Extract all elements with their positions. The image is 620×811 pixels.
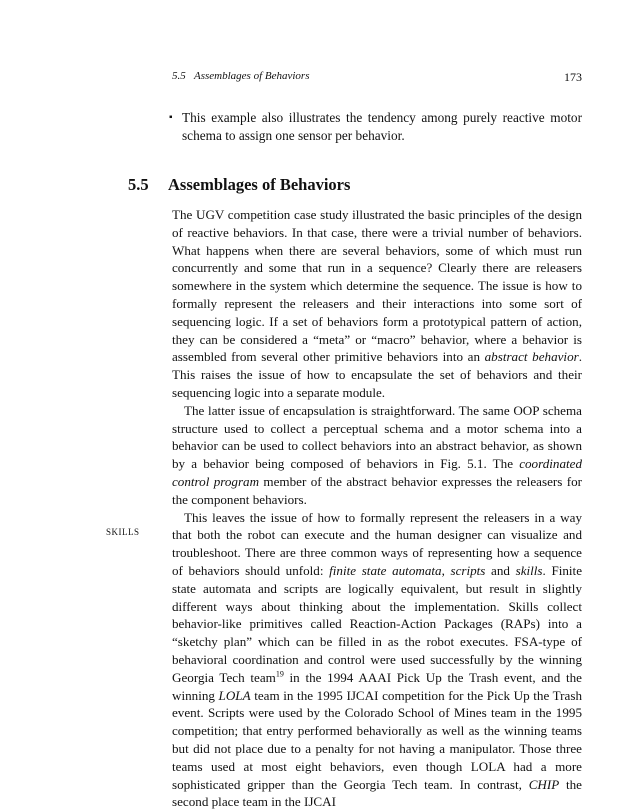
section-heading — [128, 175, 588, 195]
p3-text-e: and — [485, 562, 516, 578]
term-chip: CHIP — [528, 776, 560, 792]
term-skills: skills — [515, 562, 543, 578]
p1-text-a: The UGV competition case study illustrated the basic principles of the design of reactive behaviors. In that case, there were a trivial number of behaviors. What happens when there are several behaviors, some of which must run concurrently and some that run in a sequence? Clearly there are releasers somewhere in the system which determine the sequence. The issue is how to formally represent the releasers and their interactions into some sort of sequencing logic. If a set of behaviors form a prototypical pattern of action, they can be considered a “meta” or “macro” behavior, where a behavior is assembled from several other primitive behaviors into an — [172, 207, 582, 365]
term-abstract-behavior: abstract behavior — [484, 349, 579, 365]
section-title: Assemblages of Behaviors — [168, 175, 351, 194]
term-lola: LOLA — [218, 687, 251, 703]
p3-text-j: team in the 1995 IJCAI competition for the Pick Up the Trash event. Scripts were used by the Colorado School of Mines team in the 1995 competition; that entry performed behaviorally as well as the winning teams but did not place due to a penalty for not having a manipulator. Those three teams used at most eight behaviors, even though LOLA had a more sophisticated gripper than the Georgia Tech team. In contrast, — [172, 687, 582, 792]
term-finite-state-automata: finite state automata — [329, 562, 442, 578]
p2-text-a: The latter issue of encapsulation is straightforward. The same OOP schema structure used to collect a perceptual schema and a motor schema into a behavior can be used to collect behaviors into an abstract behavior, as shown by a behavior being composed of behaviors in Fig. 5.1. The — [172, 402, 582, 472]
running-header — [172, 70, 582, 86]
paragraph-2 — [172, 402, 582, 509]
p3-text-g: . Finite state automata and scripts are logically equivalent, but result in slightly different ways about thinking about the implementation. Skills collect behavior-like primitives called Reaction-Action Packages (RAPs) into a “sketchy plan” which can be filled in as the robot executes. FSA-type of behavioral coordination and control were used successfully by the winning Georgia Tech team — [172, 562, 583, 685]
bullet-text: This example also illustrates the tendency among purely reactive motor schema to assign one sensor per behavior. — [182, 110, 582, 143]
p2-text-c: member of the abstract behavior expresses the releasers for the component behaviors. — [172, 473, 582, 507]
paragraph-3 — [172, 509, 582, 811]
bullet-icon: ▪ — [169, 112, 173, 123]
p3-text-h: in the 1994 AAAI Pick Up the Trash event, and the winning — [172, 669, 582, 703]
page-number: 173 — [564, 70, 582, 84]
p3-text-l: the second place team in the IJCAI — [172, 776, 582, 810]
paragraph-1 — [172, 206, 582, 402]
header-title: Assemblages of Behaviors — [194, 70, 310, 82]
section-number: 5.5 — [128, 175, 149, 194]
term-scripts: scripts — [450, 562, 486, 578]
p3-text-a: This leaves the issue of how to formally represent the releasers in a way that both the robot can execute and the human designer can visualize and troubleshoot. There are three common ways of representing how a sequence of behaviors should unfold: — [172, 509, 582, 578]
p1-text-c: . This raises the issue of how to encapsulate the set of behaviors and their sequencing logic into a separate module. — [172, 349, 582, 400]
margin-note: SKILLS — [106, 527, 140, 537]
header-section-number: 5.5 — [172, 70, 186, 82]
bullet-item — [169, 109, 582, 145]
p3-text-c: , — [441, 562, 451, 578]
body-text — [172, 206, 582, 811]
term-coordinated-control-program: coordinated control program — [172, 456, 582, 489]
footnote-ref: 19 — [275, 669, 284, 679]
